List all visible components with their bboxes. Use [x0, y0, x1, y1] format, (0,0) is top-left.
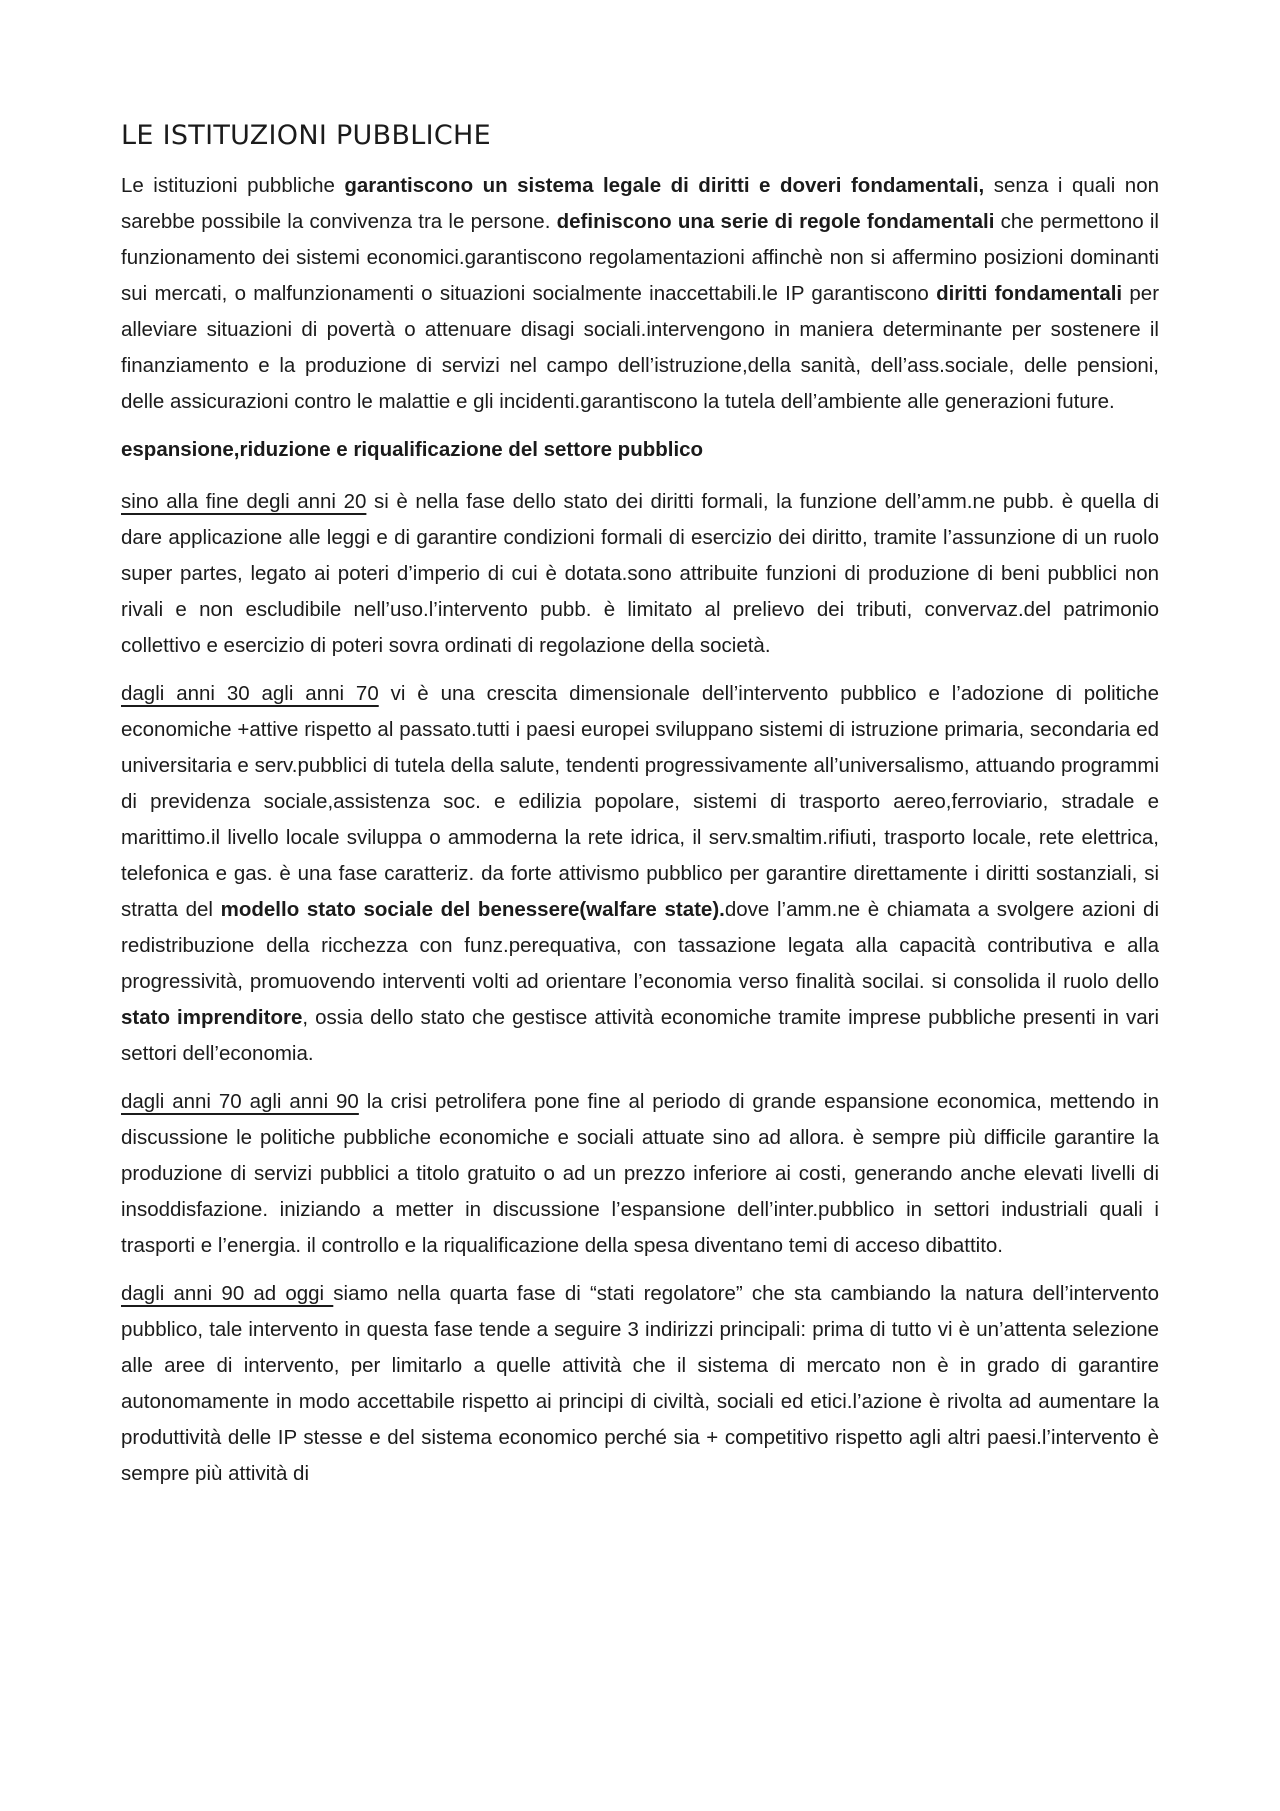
- phase-paragraph-2: [121, 676, 1159, 1072]
- phase-period-label: dagli anni 30 agli anni 70: [121, 682, 379, 705]
- phase-text: siamo nella quarta fase di “stati regolatore” che sta cambiando la natura dell’intervento pubblico, tale intervento in questa fase tende a seguire 3 indirizzi principali: prima di tutto vi è un’attenta selezione alle aree di intervento, per limitarlo a quelle attività che il sistema di mercato non è in grado di garantire autonomamente in modo accettabile rispetto ai principi di civiltà, sociali ed etici.l’azione è rivolta ad aumentare la produttività delle IP stesse e del sistema economico perché sia + competitivo rispetto agli altri paesi.l’intervento è sempre più attività di: [121, 1282, 1159, 1485]
- intro-text: Le istituzioni pubbliche: [121, 174, 345, 197]
- phase-paragraph-1: [121, 484, 1159, 664]
- phase-paragraph-4: [121, 1276, 1159, 1492]
- phase-text: la crisi petrolifera pone fine al periodo di grande espansione economica, mettendo in discussione le politiche pubbliche economiche e sociali attuate sino ad allora. è sempre più difficile garantire la produzione di servizi pubblici a titolo gratuito o ad un prezzo inferiore ai costi, generando anche elevati livelli di insoddisfazione. iniziando a metter in discussione l’espansione dell’inter.pubblico in settori industriali quali i trasporti e l’energia. il controllo e la riqualificazione della spesa diventano temi di acceso dibattito.: [121, 1090, 1159, 1257]
- phase-period-label: sino alla fine degli anni 20: [121, 490, 367, 513]
- phase-bold-text: modello stato sociale del benessere(walfare state).: [220, 898, 725, 921]
- phase-bold-text: stato imprenditore: [121, 1006, 303, 1029]
- phase-text: vi è una crescita dimensionale dell’intervento pubblico e l’adozione di politiche economiche +attive rispetto al passato.tutti i paesi europei sviluppano sistemi di istruzione primaria, secondaria ed universitaria e serv.pubblici di tutela della salute, tendenti progressivamente all’universalismo, attuando programmi di previdenza sociale,assistenza soc. e edilizia popolare, sistemi di trasporto aereo,ferroviario, stradale e marittimo.il livello locale sviluppa o ammoderna la rete idrica, il serv.smaltim.rifiuti, trasporto locale, rete elettrica, telefonica e gas. è una fase caratteriz. da forte attivismo pubblico per garantire direttamente i diritti sostanziali, si stratta del: [121, 682, 1159, 921]
- intro-text: che permettono il funzionamento dei sistemi economici.garantiscono regolamentazioni affinchè non si affermino posizioni dominanti sui mercati, o malfunzionamenti o situazioni socialmente inaccettabili.le IP garantiscono: [121, 210, 1159, 305]
- phase-text: dove l’amm.ne è chiamata a svolgere azioni di redistribuzione della ricchezza con funz.perequativa, con tassazione legata alla capacità contributiva e alla progressività, promuovendo interventi volti ad orientare l’economia verso finalità socilai. si consolida il ruolo dello: [121, 898, 1159, 993]
- document-title: LE ISTITUZIONI PUBBLICHE: [121, 120, 491, 151]
- phase-period-label: dagli anni 90 ad oggi: [121, 1282, 334, 1305]
- intro-bold-text: diritti fondamentali: [936, 282, 1123, 305]
- phase-period-label: dagli anni 70 agli anni 90: [121, 1090, 359, 1113]
- phase-text: si è nella fase dello stato dei diritti formali, la funzione dell’amm.ne pubb. è quella di dare applicazione alle leggi e di garantire condizioni formali di esercizio dei diritto, tramite l’assunzione di un ruolo super partes, legato ai poteri d’imperio di cui è dotata.sono attribuite funzioni di produzione di beni pubblici non rivali e non escludibile nell’uso.l’intervento pubb. è limitato al prelievo dei tributi, convervaz.del patrimonio collettivo e esercizio di poteri sovra ordinati di regolazione della società.: [121, 490, 1160, 657]
- phase-text: , ossia dello stato che gestisce attività economiche tramite imprese pubbliche presenti in vari settori dell’economia.: [121, 1006, 1160, 1065]
- intro-text: per alleviare situazioni di povertà o attenuare disagi sociali.intervengono in maniera determinante per sostenere il finanziamento e la produzione di servizi nel campo dell’istruzione,della sanità, dell’ass.sociale, delle pensioni, delle assicurazioni contro le malattie e gli incidenti.garantiscono la tutela dell’ambiente alle generazioni future.: [121, 282, 1160, 413]
- intro-paragraph: [121, 168, 1159, 420]
- phase-paragraph-3: [121, 1084, 1159, 1264]
- intro-text: senza i quali non sarebbe possibile la convivenza tra le persone.: [121, 174, 1159, 233]
- intro-bold-text: definiscono una serie di regole fondamentali: [556, 210, 995, 233]
- document-page: [121, 118, 1159, 1504]
- section-heading: espansione,riduzione e riqualificazione del settore pubblico: [121, 438, 704, 461]
- intro-bold-text: garantiscono un sistema legale di diritti e doveri fondamentali,: [344, 174, 985, 197]
